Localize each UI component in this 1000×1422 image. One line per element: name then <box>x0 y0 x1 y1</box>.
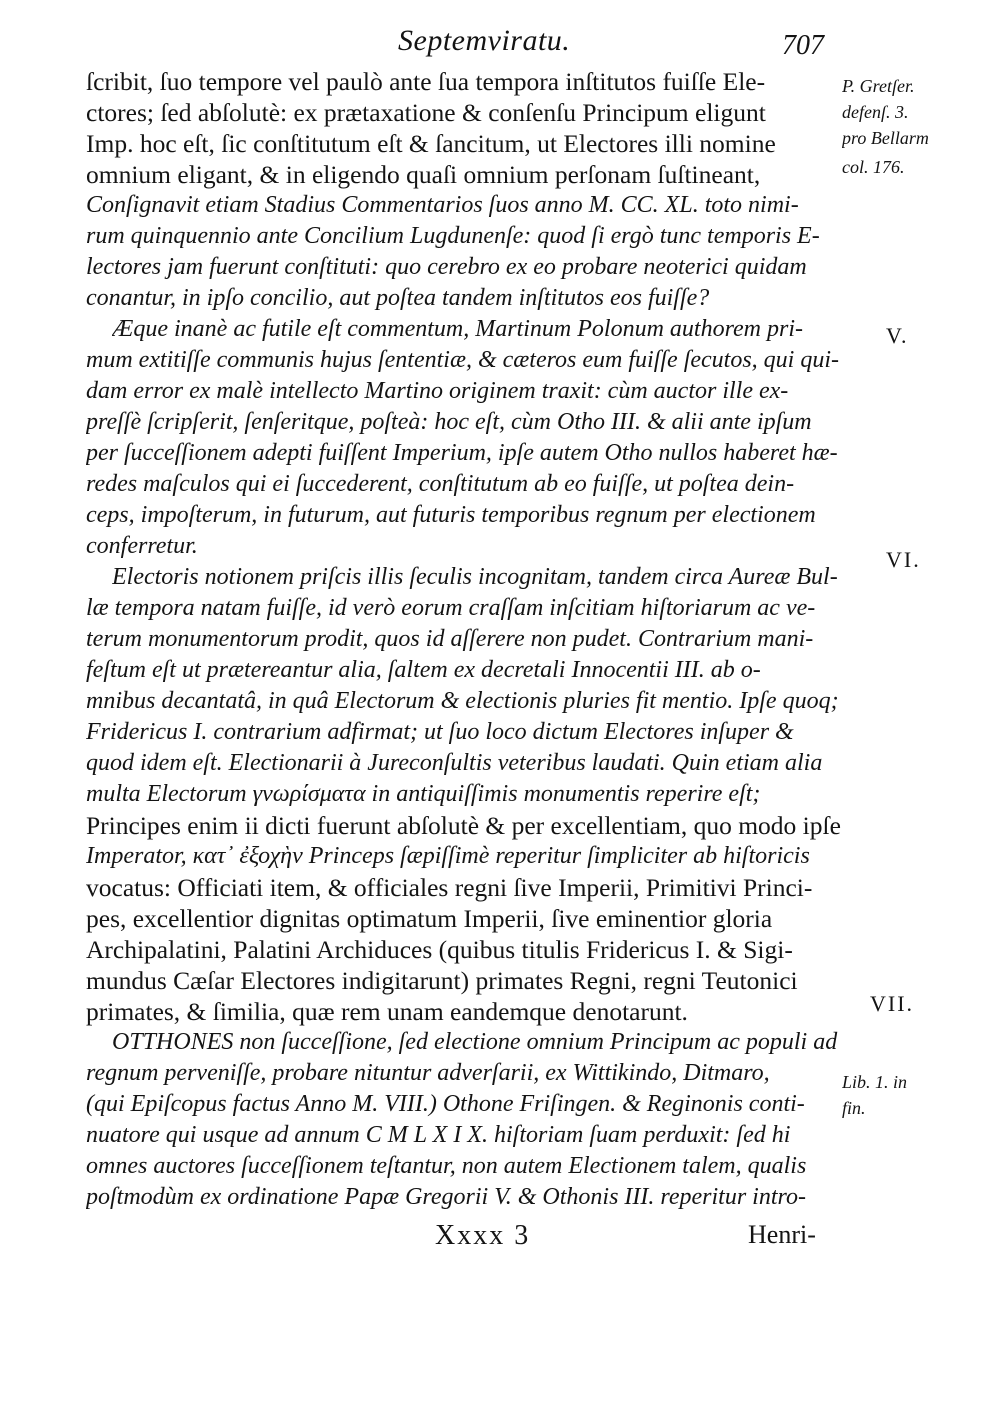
text-line: Electoris notionem priſcis illis ſeculis incognitam, tandem circa Aureæ Bul- <box>112 564 838 590</box>
margin-note: defenſ. 3. <box>842 102 909 122</box>
text-line: Principes enim ii dicti fuerunt abſolutè & per excellentiam, quo modo ipſe <box>86 811 841 840</box>
text-line: mundus Cæſar Electores indigitarunt) primates Regni, regni Teutonici <box>86 966 798 995</box>
text-line: redes maſculos qui ei ſuccederent, conſtitutum ab eo fuiſſe, ut poſtea dein- <box>86 471 795 497</box>
catchword: Henri- <box>748 1220 816 1249</box>
signature-mark: Xxxx 3 <box>435 1220 531 1251</box>
text-line: læ tempora natam fuiſſe, id verò eorum craſſam inſcitiam hiſtoriarum ac ve- <box>86 595 816 621</box>
text-line: per ſucceſſionem adepti fuiſſent Imperium, ipſe autem Otho nullos haberet hæ- <box>86 440 838 466</box>
text-line: ctores; ſed abſolutè: ex prætaxatione & conſenſu Principum eligunt <box>86 98 766 127</box>
text-line: feſtum eſt ut prætereantur alia, ſaltem ex decretali Innocentii III. ab o- <box>86 657 761 683</box>
text-line: poſtmodùm ex ordinatione Papæ Gregorii V. & Othonis III. reperitur intro- <box>86 1184 806 1210</box>
text-line: Æque inanè ac futile eſt commentum, Martinum Polonum authorem pri- <box>112 316 804 342</box>
text-line: Fridericus I. contrarium adfirmat; ut ſuo loco dictum Electores inſuper & <box>86 719 794 745</box>
text-line: multa Electorum γνωρίσματα in antiquiſſimis monumentis reperire eſt; <box>86 781 761 807</box>
text-line: quod idem eſt. Electionarii à Jureconſultis veteribus laudati. Quin etiam alia <box>86 750 823 776</box>
text-line: omnium eligant, & in eligendo quaſi omnium perſonam ſuſtineant, <box>86 160 761 189</box>
text-line: nuatore qui usque ad annum C M L X I X. hiſtoriam ſuam perduxit: ſed hi <box>86 1122 791 1148</box>
text-line: primates, & ſimilia, quæ rem unam eandemque denotarunt. <box>86 997 688 1026</box>
text-line: regnum perveniſſe, probare nituntur adverſarii, ex Wittikindo, Ditmaro, <box>86 1060 770 1086</box>
text-line: rum quinquennio ante Concilium Lugdunenſe: quod ſi ergò tunc temporis E- <box>86 223 820 249</box>
text-line: mnibus decantatâ, in quâ Electorum & electionis pluries fit mentio. Ipſe quoq; <box>86 688 839 714</box>
text-line: terum monumentorum prodit, quos id aſſerere non pudet. Contrarium mani- <box>86 626 814 652</box>
page-number: 707 <box>782 30 824 61</box>
margin-note: P. Gretſer. <box>842 76 915 96</box>
margin-note: pro Bellarm <box>842 128 929 148</box>
margin-note: fin. <box>842 1098 866 1118</box>
margin-note: col. 176. <box>842 157 905 177</box>
text-line: lectores jam fuerunt conſtituti: quo cerebro ex eo probare neoterici quidam <box>86 254 807 280</box>
running-title: Septemviratu. <box>398 24 571 57</box>
text-line: Imperator, κατ᾽ ἐξοχὴν Princeps ſæpiſſimè reperitur ſimpliciter ab hiſtoricis <box>86 843 810 869</box>
text-line: ſcribit, ſuo tempore vel paulò ante ſua tempora inſtitutos fuiſſe Ele- <box>86 67 766 96</box>
text-line: mum extitiſſe communis hujus ſententiæ, & cæteros eum fuiſſe ſecutos, qui qui- <box>86 347 839 373</box>
text-line: ceps, impoſterum, in futurum, aut futuris temporibus regnum per electionem <box>86 502 816 528</box>
text-line: conferretur. <box>86 533 198 559</box>
text-line: (qui Epiſcopus factus Anno M. VIII.) Othone Friſingen. & Reginonis conti- <box>86 1091 805 1117</box>
text-line: preſſè ſcripſerit, ſenſeritque, poſteà: hoc eſt, cùm Otho III. & alii ante ipſum <box>86 409 812 435</box>
text-line: omnes auctores ſucceſſionem teſtantur, non autem Electionem talem, qualis <box>86 1153 807 1179</box>
section-marker: VI. <box>886 548 921 572</box>
text-line: Imp. hoc eſt, ſic conſtitutum eſt & ſancitum, ut Electores illi nomine <box>86 129 776 158</box>
text-line: vocatus: Officiati item, & officiales regni ſive Imperii, Primitivi Princi- <box>86 873 813 902</box>
margin-note: Lib. 1. in <box>842 1072 908 1092</box>
text-line: conantur, in ipſo concilio, aut poſtea tandem inſtitutos eos fuiſſe? <box>86 285 710 311</box>
section-marker: V. <box>886 324 909 348</box>
text-line: dam error ex malè intellecto Martino originem traxit: cùm auctor ille ex- <box>86 378 789 404</box>
text-line: pes, excellentior dignitas optimatum Imperii, ſive eminentior gloria <box>86 904 773 933</box>
text-line: Conſignavit etiam Stadius Commentarios ſuos anno M. CC. XL. toto nimi- <box>86 192 799 218</box>
text-line: OTTHONES non ſucceſſione, ſed electione omnium Principum ac populi ad <box>112 1029 838 1055</box>
text-line: Archipalatini, Palatini Archiduces (quibus titulis Fridericus I. & Sigi- <box>86 935 793 964</box>
section-marker: VII. <box>870 992 915 1016</box>
